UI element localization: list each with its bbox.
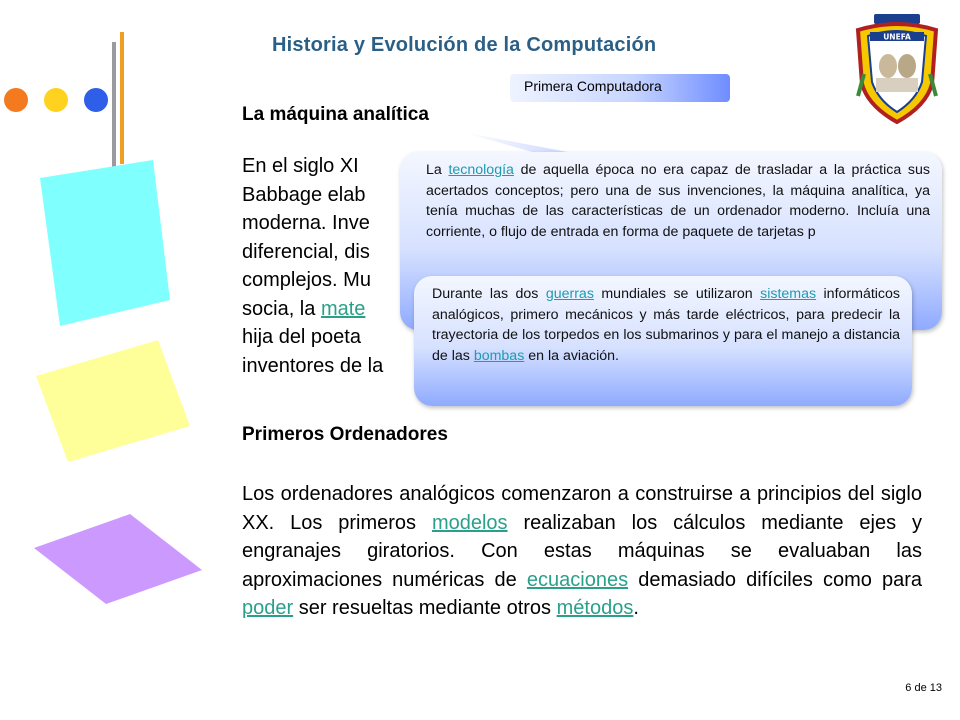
link-metodos[interactable]: métodos: [556, 597, 634, 619]
callout-bubble-guerras: Durante las dos guerras mundiales se utilizaron sistemas informáticos analógicos, primero mecánicos y más tarde eléctricos, para predecir la trayectoria de los torpedos en los submarinos y para el manejo a distancia de las bombas en la aviación.: [414, 276, 912, 406]
text-line: complejos. Mu: [242, 269, 371, 291]
link-tecnologia[interactable]: tecnología: [448, 162, 514, 178]
tab-primera-computadora[interactable]: Primera Computadora: [510, 74, 730, 102]
text-line: inventores de la: [242, 354, 384, 377]
text-line: socia, la mate: [242, 297, 366, 320]
link-matematica[interactable]: mate: [320, 297, 366, 320]
text-line: Babbage elab: [242, 183, 366, 206]
link-modelos[interactable]: modelos: [431, 511, 508, 534]
text-line: En el siglo XI: [242, 155, 359, 177]
svg-text:UNEFA: UNEFA: [883, 32, 911, 42]
text-line: moderna. Inve: [242, 212, 370, 234]
callout-bubble-tecnologia: La tecnología de aquella época no era capaz de trasladar a la práctica sus acertados conceptos; pero una de sus invenciones, la máquina analítica, ya tenía muchas de las características de un ordenador moderno. Incluía una corriente, o flujo de entrada en forma de paquete de tarjetas p: [400, 152, 942, 330]
link-ecuaciones[interactable]: ecuaciones: [526, 568, 629, 591]
link-sistemas[interactable]: sistemas: [760, 286, 817, 302]
section-heading-primeros-ordenadores: Primeros Ordenadores: [242, 424, 448, 445]
text-line: hija del poeta: [242, 326, 361, 348]
link-guerras[interactable]: guerras: [545, 286, 594, 302]
page-number: 6 de 13: [905, 682, 942, 694]
section-heading-maquina-analitica: La máquina analítica: [242, 104, 429, 125]
text-line: diferencial, dis: [242, 240, 370, 263]
link-poder[interactable]: poder: [242, 597, 294, 619]
page-title: Historia y Evolución de la Computación: [272, 34, 657, 56]
section2-paragraph: Los ordenadores analógicos comenzaron a construirse a principios del siglo XX. Los primeros modelos realizaban los cálculos mediante ejes y engranajes giratorios. Con estas máquinas se evaluaban las aproximaciones numéricas de ecuaciones demasiado difíciles como para poder ser resueltas mediante otros métodos.: [242, 483, 922, 619]
link-bombas[interactable]: bombas: [473, 347, 525, 364]
